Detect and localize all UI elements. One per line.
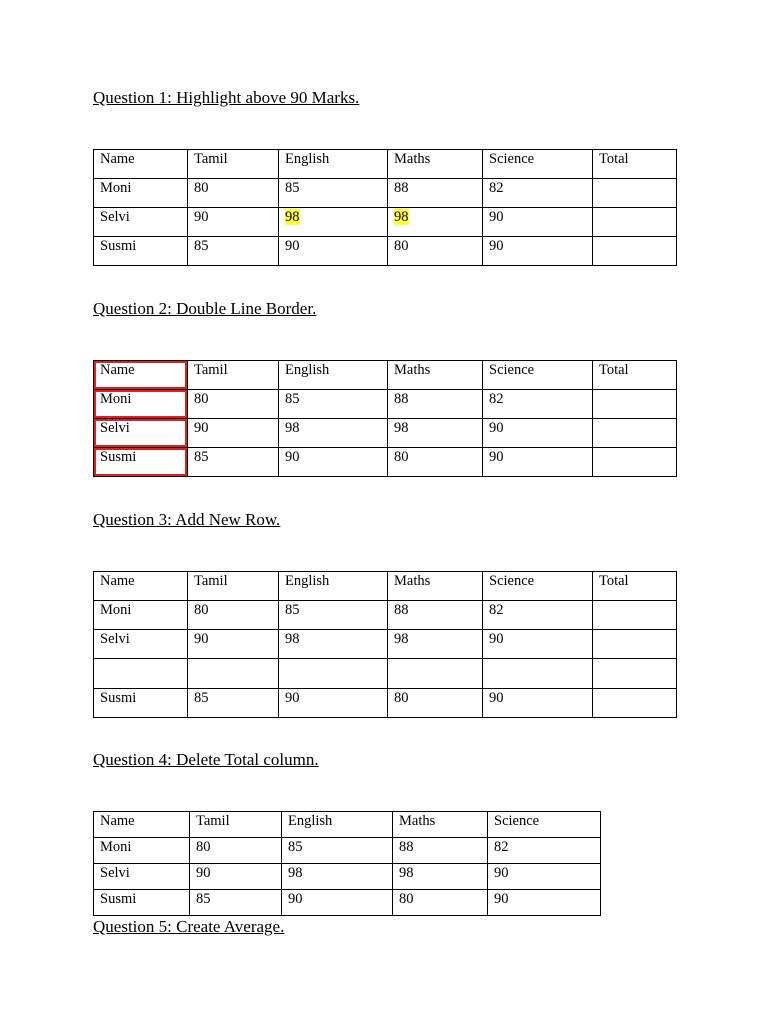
table-cell[interactable]: 98 <box>279 630 388 659</box>
table-cell[interactable]: 90 <box>188 630 279 659</box>
table-cell[interactable]: 90 <box>483 448 593 477</box>
table-row <box>94 419 677 448</box>
table-cell[interactable]: 90 <box>483 419 593 448</box>
table-cell[interactable]: 85 <box>279 390 388 419</box>
header-cell[interactable]: Maths <box>388 361 483 390</box>
table-cell[interactable]: 98 <box>282 864 393 890</box>
header-cell[interactable]: Maths <box>393 812 488 838</box>
table-cell[interactable]: 98 <box>279 419 388 448</box>
header-cell[interactable]: Science <box>483 361 593 390</box>
table-cell[interactable]: 90 <box>188 419 279 448</box>
table-cell[interactable]: 90 <box>483 208 593 237</box>
header-cell[interactable]: Maths <box>388 572 483 601</box>
table-cell[interactable]: Selvi <box>94 630 188 659</box>
header-cell[interactable]: Total <box>593 150 677 179</box>
table-cell[interactable]: 80 <box>188 601 279 630</box>
table-cell[interactable]: 85 <box>188 689 279 718</box>
table-cell[interactable]: 90 <box>488 864 601 890</box>
highlighted-mark: 98 <box>394 209 409 225</box>
header-cell[interactable]: Science <box>483 150 593 179</box>
table-cell[interactable] <box>593 601 677 630</box>
table-row <box>94 601 677 630</box>
table-cell[interactable]: 85 <box>279 179 388 208</box>
table-cell[interactable] <box>593 448 677 477</box>
table-row <box>94 208 677 237</box>
header-cell[interactable]: English <box>279 361 388 390</box>
table-cell[interactable]: 82 <box>483 601 593 630</box>
table-cell[interactable]: 98 <box>393 864 488 890</box>
table-cell[interactable]: 80 <box>388 237 483 266</box>
header-cell[interactable]: Name <box>94 572 188 601</box>
table-cell[interactable]: 80 <box>190 838 282 864</box>
header-cell[interactable]: Tamil <box>190 812 282 838</box>
table-cell[interactable] <box>388 208 483 237</box>
header-cell[interactable]: Name <box>94 812 190 838</box>
header-cell[interactable]: English <box>279 572 388 601</box>
table-cell[interactable]: 85 <box>279 601 388 630</box>
table-cell[interactable]: 90 <box>483 689 593 718</box>
table-cell[interactable]: 80 <box>188 390 279 419</box>
table-header-row <box>94 572 677 601</box>
header-cell[interactable]: English <box>279 150 388 179</box>
table-cell[interactable]: 85 <box>282 838 393 864</box>
table-cell[interactable] <box>593 237 677 266</box>
table-row <box>94 448 677 477</box>
header-cell[interactable]: Science <box>483 572 593 601</box>
question-5-heading: Question 5: Create Average. <box>93 917 285 936</box>
table-cell[interactable]: Moni <box>94 390 188 419</box>
question-3-heading: Question 3: Add New Row. <box>93 510 281 529</box>
table-cell[interactable]: 85 <box>188 237 279 266</box>
header-cell[interactable]: Tamil <box>188 150 279 179</box>
table-cell[interactable] <box>279 659 388 689</box>
table-cell[interactable]: Moni <box>94 179 188 208</box>
table-cell[interactable]: Selvi <box>94 864 190 890</box>
table-cell[interactable]: 80 <box>388 448 483 477</box>
marks-table-q3 <box>93 571 677 718</box>
table-row <box>94 237 677 266</box>
table-cell[interactable]: 98 <box>388 419 483 448</box>
table-cell[interactable]: 88 <box>393 838 488 864</box>
table-row <box>94 838 601 864</box>
table-cell[interactable] <box>593 630 677 659</box>
table-cell[interactable]: 90 <box>279 237 388 266</box>
table-row <box>94 179 677 208</box>
table-cell[interactable]: 82 <box>483 390 593 419</box>
table-header-row <box>94 361 677 390</box>
table-cell[interactable] <box>388 659 483 689</box>
table-cell[interactable]: 98 <box>388 630 483 659</box>
table-cell[interactable]: Selvi <box>94 208 188 237</box>
table-cell[interactable]: Moni <box>94 601 188 630</box>
new-empty-row <box>94 659 677 689</box>
table-cell[interactable] <box>188 659 279 689</box>
table-cell[interactable]: Susmi <box>94 237 188 266</box>
table-cell[interactable]: Moni <box>94 838 190 864</box>
table-cell[interactable]: 88 <box>388 601 483 630</box>
table-cell[interactable]: 90 <box>483 630 593 659</box>
marks-table-q1 <box>93 149 677 266</box>
table-cell[interactable] <box>593 689 677 718</box>
table-cell[interactable] <box>593 659 677 689</box>
table-cell[interactable] <box>593 419 677 448</box>
table-cell[interactable]: 82 <box>483 179 593 208</box>
table-cell[interactable]: 90 <box>282 890 393 916</box>
header-cell[interactable]: Tamil <box>188 361 279 390</box>
table-cell[interactable]: 90 <box>488 890 601 916</box>
marks-table-q4 <box>93 811 601 916</box>
table-cell[interactable] <box>279 208 388 237</box>
highlighted-mark: 98 <box>285 209 300 225</box>
table-row <box>94 864 601 890</box>
header-cell[interactable]: Name <box>94 361 188 390</box>
table-row <box>94 630 677 659</box>
table-cell[interactable]: 85 <box>188 448 279 477</box>
table-cell[interactable]: 82 <box>488 838 601 864</box>
question-2-heading: Question 2: Double Line Border. <box>93 299 317 318</box>
table-cell[interactable]: 90 <box>279 448 388 477</box>
table-header-row <box>94 812 601 838</box>
header-cell[interactable]: Tamil <box>188 572 279 601</box>
table-cell[interactable]: 85 <box>190 890 282 916</box>
table-cell[interactable]: 90 <box>188 208 279 237</box>
table-cell[interactable]: 80 <box>388 689 483 718</box>
header-cell[interactable]: English <box>282 812 393 838</box>
table-row <box>94 390 677 419</box>
header-cell[interactable]: Maths <box>388 150 483 179</box>
table-cell[interactable]: 80 <box>188 179 279 208</box>
table-cell[interactable]: Susmi <box>94 689 188 718</box>
table-cell[interactable]: 80 <box>393 890 488 916</box>
table-cell[interactable] <box>593 208 677 237</box>
table-row <box>94 689 677 718</box>
table-row <box>94 890 601 916</box>
header-cell[interactable]: Name <box>94 150 188 179</box>
table-cell[interactable]: Susmi <box>94 448 188 477</box>
table-cell[interactable]: 88 <box>388 390 483 419</box>
table-header-row <box>94 150 677 179</box>
question-4-heading: Question 4: Delete Total column. <box>93 750 319 769</box>
table-cell[interactable]: 90 <box>190 864 282 890</box>
header-cell[interactable]: Science <box>488 812 601 838</box>
table-cell[interactable]: Susmi <box>94 890 190 916</box>
table-cell[interactable] <box>593 179 677 208</box>
header-cell[interactable]: Total <box>593 572 677 601</box>
question-1-heading: Question 1: Highlight above 90 Marks. <box>93 88 360 107</box>
table-cell[interactable] <box>593 390 677 419</box>
table-cell[interactable]: 90 <box>279 689 388 718</box>
table-cell[interactable]: 88 <box>388 179 483 208</box>
table-cell[interactable]: Selvi <box>94 419 188 448</box>
marks-table-q2 <box>93 360 677 477</box>
table-cell[interactable] <box>483 659 593 689</box>
header-cell[interactable]: Total <box>593 361 677 390</box>
table-cell[interactable] <box>94 659 188 689</box>
table-cell[interactable]: 90 <box>483 237 593 266</box>
